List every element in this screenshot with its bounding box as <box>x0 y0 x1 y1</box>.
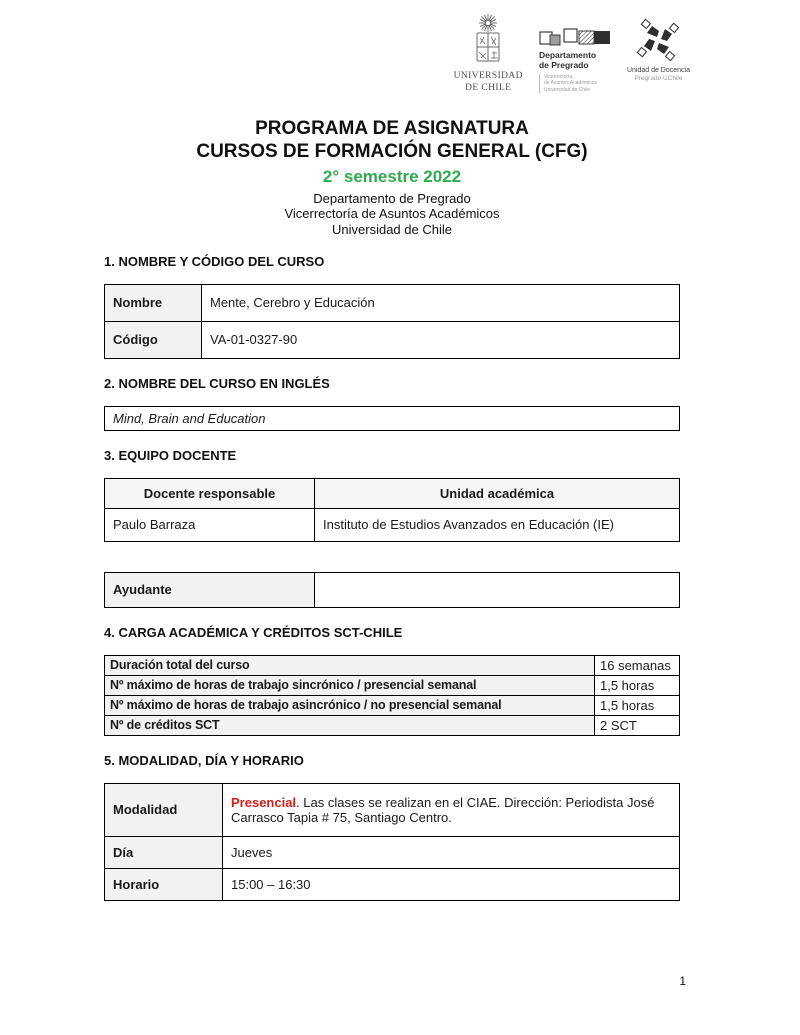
table-row <box>105 783 680 836</box>
pregrado-squares-icon <box>539 28 611 48</box>
presencial-highlight: Presencial <box>231 794 297 810</box>
table-row <box>105 321 680 358</box>
title-sub-dept: Departamento de Pregrado <box>313 190 471 206</box>
section-5-heading: 5. MODALIDAD, DÍA Y HORARIO <box>104 752 304 768</box>
docente-column-header: Docente responsable <box>105 478 315 508</box>
docente-cell: Paulo Barraza <box>105 508 315 541</box>
section-3-heading: 3. EQUIPO DOCENTE <box>104 447 237 463</box>
table-row <box>105 836 680 868</box>
title-sub-vice: Vicerrectoría de Asuntos Académicos <box>284 206 500 222</box>
table-row <box>105 508 680 541</box>
section-2-heading: 2. NOMBRE DEL CURSO EN INGLÉS <box>104 375 330 391</box>
semester-title: 2° semestre 2022 <box>322 166 462 186</box>
pregrado-sub-line2: de Asuntos Académicos <box>543 80 598 87</box>
pregrado-sub-line1: Vicerrectoría <box>543 73 573 80</box>
table-row <box>105 572 680 607</box>
uchile-logo-text <box>454 71 523 95</box>
uchile-crest-icon <box>466 12 510 70</box>
docencia-logo-line1: Unidad de Docencia <box>626 67 690 74</box>
teaching-team-table <box>104 478 680 542</box>
unidad-cell: Instituto de Estudios Avanzados en Educación (IE) <box>315 508 680 541</box>
title-sub-univ: Universidad de Chile <box>332 221 452 237</box>
page-number: 1 <box>679 974 686 988</box>
nombre-label-cell: Nombre <box>105 284 202 321</box>
section-1-heading: 1. NOMBRE Y CÓDIGO DEL CURSO <box>104 253 325 269</box>
pregrado-title-line1: Departamento <box>538 50 597 60</box>
horas-sincronico-label-cell: Nº máximo de horas de trabajo sincrónico / presencial semanal <box>105 675 595 695</box>
pregrado-logo <box>539 12 611 93</box>
modalidad-rest-text: . Las clases se realizan en el CIAE. Dirección: Periodista José Carrasco Tapia # 75, Santiago Centro. <box>231 794 655 825</box>
course-name-code-table <box>104 284 680 359</box>
modalidad-value-cell <box>223 783 680 836</box>
duracion-value-cell: 16 semanas <box>595 655 680 675</box>
table-row <box>105 284 680 321</box>
modalidad-label-cell: Modalidad <box>105 783 223 836</box>
uchile-logo-line1: UNIVERSIDAD <box>453 71 523 81</box>
docencia-pinwheel-icon <box>633 16 683 64</box>
ayudante-label-cell: Ayudante <box>105 572 315 607</box>
creditos-sct-value-cell: 2 SCT <box>595 715 680 735</box>
doc-title-line2: CURSOS DE FORMACIÓN GENERAL (CFG) <box>196 140 588 162</box>
unidad-column-header: Unidad académica <box>315 478 680 508</box>
horas-sincronico-value-cell: 1,5 horas <box>595 675 680 695</box>
uchile-logo <box>454 12 523 95</box>
pregrado-sub-line3: Universidad de Chile <box>543 86 591 93</box>
horario-value-cell: 15:00 – 16:30 <box>223 868 680 900</box>
assistant-table <box>104 572 680 608</box>
creditos-sct-label-cell: Nº de créditos SCT <box>105 715 595 735</box>
title-block <box>104 118 680 237</box>
codigo-value-cell: VA-01-0327-90 <box>202 321 680 358</box>
header-logos <box>104 12 690 96</box>
duracion-label-cell: Duración total del curso <box>105 655 595 675</box>
horas-asincronico-label-cell: Nº máximo de horas de trabajo asincrónico / no presencial semanal <box>105 695 595 715</box>
uchile-logo-line2: DE CHILE <box>465 82 512 93</box>
horario-label-cell: Horario <box>105 868 223 900</box>
pregrado-title-line2: de Pregrado <box>538 59 589 70</box>
english-name-box: Mind, Brain and Education <box>104 406 680 431</box>
schedule-table <box>104 783 680 901</box>
pregrado-logo-title <box>539 51 596 71</box>
doc-title-line1: PROGRAMA DE ASIGNATURA <box>255 118 529 139</box>
ayudante-value-cell <box>315 572 680 607</box>
table-row <box>105 655 680 675</box>
table-header-row <box>105 478 680 508</box>
dia-label-cell: Día <box>105 836 223 868</box>
section-4-heading: 4. CARGA ACADÉMICA Y CRÉDITOS SCT-CHILE <box>104 624 403 640</box>
table-row <box>105 715 680 735</box>
dia-value-cell: Jueves <box>223 836 680 868</box>
table-row <box>105 675 680 695</box>
pregrado-logo-subtitle <box>539 74 597 94</box>
docencia-logo-line2: Pregrado UChile <box>634 75 683 82</box>
credits-table <box>104 655 680 736</box>
table-row <box>105 695 680 715</box>
nombre-value-cell: Mente, Cerebro y Educación <box>202 284 680 321</box>
table-row <box>105 868 680 900</box>
horas-asincronico-value-cell: 1,5 horas <box>595 695 680 715</box>
codigo-label-cell: Código <box>105 321 202 358</box>
docencia-logo <box>627 12 690 82</box>
